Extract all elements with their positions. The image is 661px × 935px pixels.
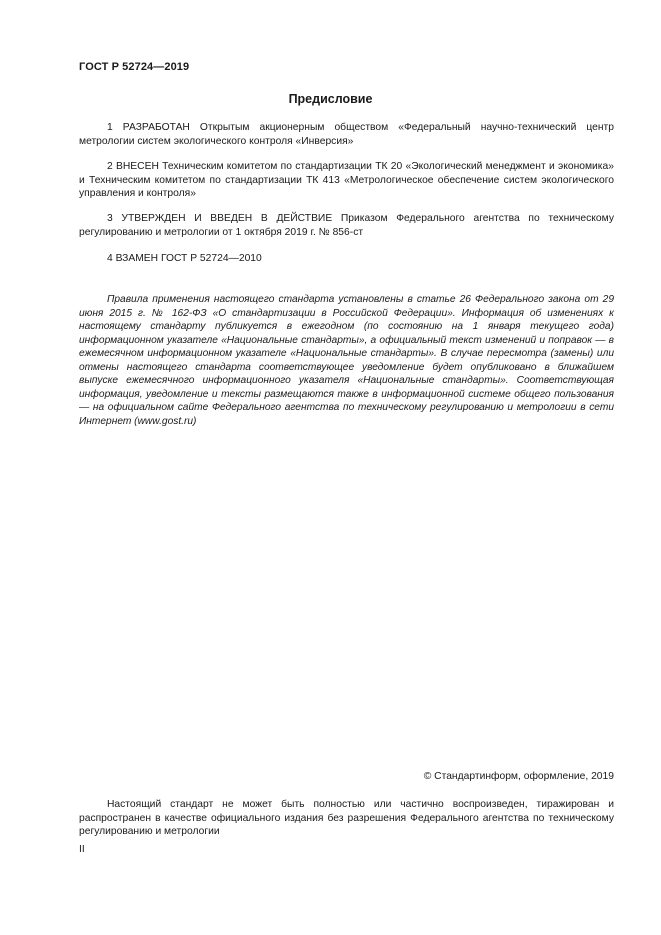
preface-item-approved: 3 УТВЕРЖДЕН И ВВЕДЕН В ДЕЙСТВИЕ Приказом Федерального агентства по техническому регулированию и метрологии от 1 октября 2019 г. № 856-ст [79, 213, 614, 238]
page-number: II [79, 844, 85, 855]
rules-notice: Правила применения настоящего стандарта установлены в статье 26 Федерального закона от 29 июня 2015 г. № 162-ФЗ «О стандартизации в Российской Федерации». Информация об изменениях к настоящему стандарту публикуется в ежегодном (по состоянию на 1 января текущего года) информационном указателе «Национальные стандарты», а официальный текст изменений и поправок — в ежемесячном информационном указателе «Национальные стандарты». В случае пересмотра (замены) или отмены настоящего стандарта соответствующее уведомление будет опубликовано в ближайшем выпуске ежемесячного информационного указателя «Национальные стандарты». Соответствующая информация, уведомление и тексты размещаются также в информационной системе общего пользования — на официальном сайте Федерального агентства по техническому регулированию и метрологии в сети Интернет (www.gost.ru) [79, 294, 614, 427]
preface-item-developed: 1 РАЗРАБОТАН Открытым акционерным обществом «Федеральный научно-технический центр метрологии систем экологического контроля «Инверсия» [79, 122, 614, 147]
preface-item-replaces: 4 ВЗАМЕН ГОСТ Р 52724—2010 [107, 253, 262, 264]
reproduction-notice: Настоящий стандарт не может быть полностью или частично воспроизведен, тиражирован и распространен в качестве официального издания без разрешения Федерального агентства по техническому регулированию и метрологии [79, 799, 614, 837]
preface-item-submitted: 2 ВНЕСЕН Техническим комитетом по стандартизации ТК 20 «Экологический менеджмент и экономика» и Техническим комитетом по стандартизации ТК 413 «Метрологическое обеспечение систем экологического управления и контроля» [79, 161, 614, 199]
document-code: ГОСТ Р 52724—2019 [79, 61, 190, 73]
page-title: Предисловие [288, 92, 373, 106]
copyright-line: © Стандартинформ, оформление, 2019 [423, 771, 614, 782]
